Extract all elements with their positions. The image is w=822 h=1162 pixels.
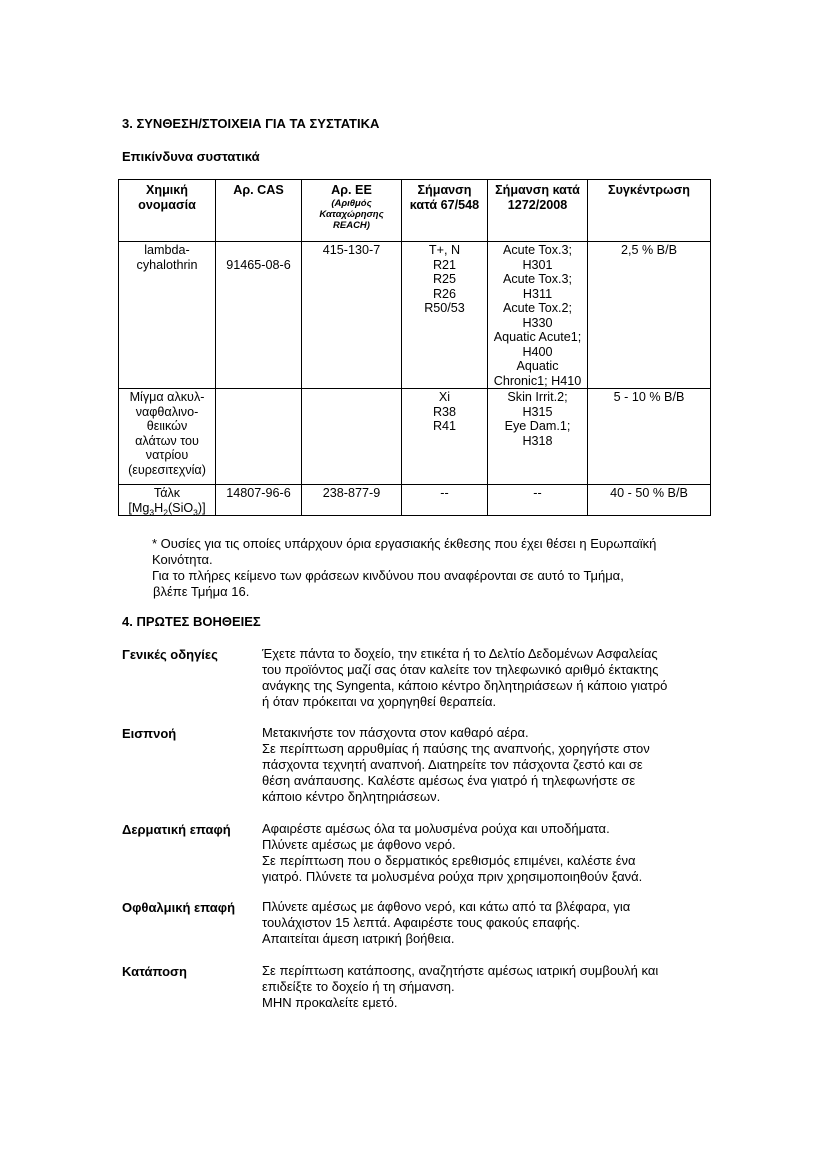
cell-line: R41: [432, 419, 457, 433]
formula-part: [Mg: [128, 500, 150, 515]
cell-classification-67-548: [402, 389, 488, 485]
cell-ec-number: [302, 389, 402, 485]
eye-contact-text: [262, 899, 712, 947]
eye-contact-label: Οφθαλμική επαφή: [122, 900, 236, 915]
table-row: [119, 485, 711, 516]
text-line: ΜΗΝ προκαλείτε εμετό.: [262, 995, 398, 1010]
cell-line: αλάτων του: [135, 433, 199, 448]
cell-line: R21: [432, 257, 457, 272]
header-concentration: Συγκέντρωση: [588, 180, 711, 242]
text-line: του προϊόντος μαζί σας όταν καλείτε τον τηλεφωνικό αριθμό έκτακτης: [262, 662, 659, 677]
cell-line: 91465-08-6: [226, 258, 291, 272]
formula-subscript: 3: [149, 507, 155, 518]
formula-part: (SiO: [167, 500, 194, 515]
cell-line: H318: [522, 433, 553, 448]
cell-concentration: 2,5 % Β/Β: [588, 242, 711, 389]
footnote-line: Για το πλήρες κείμενο των φράσεων κινδύνου που αναφέρονται σε αυτό το Τμήμα,: [152, 568, 624, 583]
text-line: τουλάχιστον 15 λεπτά. Αφαιρέστε τους φακούς επαφής.: [262, 915, 581, 930]
ingestion-label: Κατάποση: [122, 964, 187, 979]
header-ec-label: Αρ. ΕΕ: [331, 183, 372, 197]
hazardous-ingredients-subtitle: Επικίνδυνα συστατικά: [122, 149, 260, 164]
cell-line: R50/53: [424, 301, 465, 315]
cell-line: Aquatic: [516, 359, 559, 373]
table-header-row: [119, 180, 711, 242]
cell-line: (ευρεσιτεχνία): [128, 462, 206, 477]
table-row: [119, 242, 711, 389]
cell-line: θειικών: [146, 419, 188, 433]
header-classification-67-548: Σήμανση κατά 67/548: [402, 180, 488, 242]
text-line: κάποιο κέντρο δηλητηριάσεων.: [262, 789, 441, 804]
text-line: ή όταν πρόκειται να χορηγηθεί θεραπεία.: [262, 694, 497, 709]
cell-chemical-name: [119, 485, 216, 516]
header-ec-number: [302, 180, 402, 242]
cell-line: H330: [522, 315, 553, 330]
cell-classification-1272-2008: --: [488, 485, 588, 516]
text-line: επιδείξτε το δοχείο ή τη σήμανση.: [262, 979, 455, 994]
cell-line: H311: [522, 286, 553, 301]
footnote-line: βλέπε Τμήμα 16.: [153, 584, 250, 599]
cell-line: H400: [522, 344, 553, 359]
text-line: Απαιτείται άμεση ιατρική βοήθεια.: [262, 931, 455, 946]
skin-contact-label: Δερματική επαφή: [122, 822, 231, 837]
cell-concentration: 5 - 10 % Β/Β: [588, 389, 711, 485]
cell-chemical-name: [119, 242, 216, 389]
talc-formula: [121, 501, 213, 516]
cell-line: Xi: [438, 390, 451, 404]
text-line: ανάγκης της Syngenta, κάποιο κέντρο δηλητηριάσεων ή κάποιο γιατρό: [262, 678, 668, 693]
ingredients-table: [118, 179, 711, 516]
section-3-title: 3. ΣΥΝΘΕΣΗ/ΣΤΟΙΧΕΙΑ ΓΙΑ ΤΑ ΣΥΣΤΑΤΙΚΑ: [122, 116, 380, 131]
cell-line: R26: [432, 286, 457, 301]
cell-line: Μίγμα αλκυλ-: [129, 390, 205, 404]
cell-line: Acute Tox.2;: [502, 301, 573, 315]
formula-subscript: 3: [193, 507, 198, 518]
text-line: θέση ανάπαυσης. Καλέστε αμέσως ένα γιατρό ή τηλεφωνήστε σε: [262, 773, 636, 788]
text-line: Έχετε πάντα το δοχείο, την ετικέτα ή το Δελτίο Δεδομένων Ασφαλείας: [262, 646, 658, 661]
header-ec-sublabel: (Αριθμός Καταχώρησης REACH): [319, 197, 384, 231]
cell-line: H301: [522, 257, 553, 272]
cell-classification-67-548: [402, 242, 488, 389]
cell-ec-number: 415-130-7: [302, 242, 402, 389]
text-line: Πλύνετε αμέσως με άφθονο νερό.: [262, 837, 456, 852]
cell-line: R25: [432, 272, 457, 286]
cell-ec-number: 238-877-9: [302, 485, 402, 516]
text-line: πάσχοντα τεχνητή αναπνοή. Διατηρείτε τον πάσχοντα ζεστό και σε: [262, 757, 643, 772]
general-advice-label: Γενικές οδηγίες: [122, 647, 218, 662]
header-chemical-name: Χημική ονομασία: [119, 180, 216, 242]
text-line: Πλύνετε αμέσως με άφθονο νερό, και κάτω από τα βλέφαρα, για: [262, 899, 631, 914]
cell-line: lambda-: [144, 243, 190, 257]
cell-line: Aquatic Acute1;: [493, 330, 582, 344]
inhalation-label: Εισπνοή: [122, 726, 177, 741]
cell-line: Eye Dam.1;: [504, 419, 571, 433]
cell-line: νατρίου: [145, 448, 189, 462]
cell-line: H315: [522, 404, 553, 419]
formula-part: )]: [197, 500, 206, 515]
text-line: Σε περίπτωση κατάποσης, αναζητήστε αμέσως ιατρική συμβουλή και: [262, 963, 659, 978]
skin-contact-text: [262, 821, 712, 885]
cell-classification-1272-2008: [488, 389, 588, 485]
table-row: [119, 389, 711, 485]
text-line: Σε περίπτωση που ο δερματικός ερεθισμός επιμένει, καλέστε ένα: [262, 853, 636, 868]
cell-line: Acute Tox.3;: [502, 272, 573, 286]
cell-chemical-name: [119, 389, 216, 485]
cell-line: Chronic1; H410: [493, 373, 582, 388]
text-line: γιατρό. Πλύνετε τα μολυσμένα ρούχα πριν χρησιμοποιηθούν ξανά.: [262, 869, 643, 884]
text-line: Σε περίπτωση αρρυθμίας ή παύσης της αναπνοής, χορηγήστε στον: [262, 741, 650, 756]
text-line: Αφαιρέστε αμέσως όλα τα μολυσμένα ρούχα και υποδήματα.: [262, 821, 610, 836]
inhalation-text: [262, 725, 712, 805]
cell-line: Skin Irrit.2;: [507, 390, 568, 404]
table-footnote: [152, 536, 656, 600]
header-cas-number: Αρ. CAS: [216, 180, 302, 242]
cell-line: cyhalothrin: [136, 257, 198, 272]
cell-line: Τάλκ: [153, 486, 181, 500]
ingestion-text: [262, 963, 712, 1011]
cell-cas-number: [216, 242, 302, 389]
text-line: Μετακινήστε τον πάσχοντα στον καθαρό αέρα.: [262, 725, 529, 740]
cell-line: ναφθαλινο-: [135, 404, 199, 419]
section-4-title: 4. ΠΡΩΤΕΣ ΒΟΗΘΕΙΕΣ: [122, 614, 261, 629]
cell-classification-67-548: --: [402, 485, 488, 516]
footnote-line: Κοινότητα.: [152, 552, 213, 567]
cell-cas-number: [216, 389, 302, 485]
cell-line: R38: [432, 404, 457, 419]
header-classification-1272-2008: Σήμανση κατά 1272/2008: [488, 180, 588, 242]
formula-subscript: 2: [163, 507, 168, 518]
formula-part: H: [154, 500, 164, 515]
cell-classification-1272-2008: [488, 242, 588, 389]
cell-concentration: 40 - 50 % Β/Β: [588, 485, 711, 516]
cell-cas-number: 14807-96-6: [216, 485, 302, 516]
general-advice-text: [262, 646, 712, 710]
cell-line: T+, N: [428, 243, 461, 257]
footnote-line: * Ουσίες για τις οποίες υπάρχουν όρια εργασιακής έκθεσης που έχει θέσει η Ευρωπαϊκή: [152, 536, 657, 551]
cell-line: Acute Tox.3;: [502, 243, 573, 257]
